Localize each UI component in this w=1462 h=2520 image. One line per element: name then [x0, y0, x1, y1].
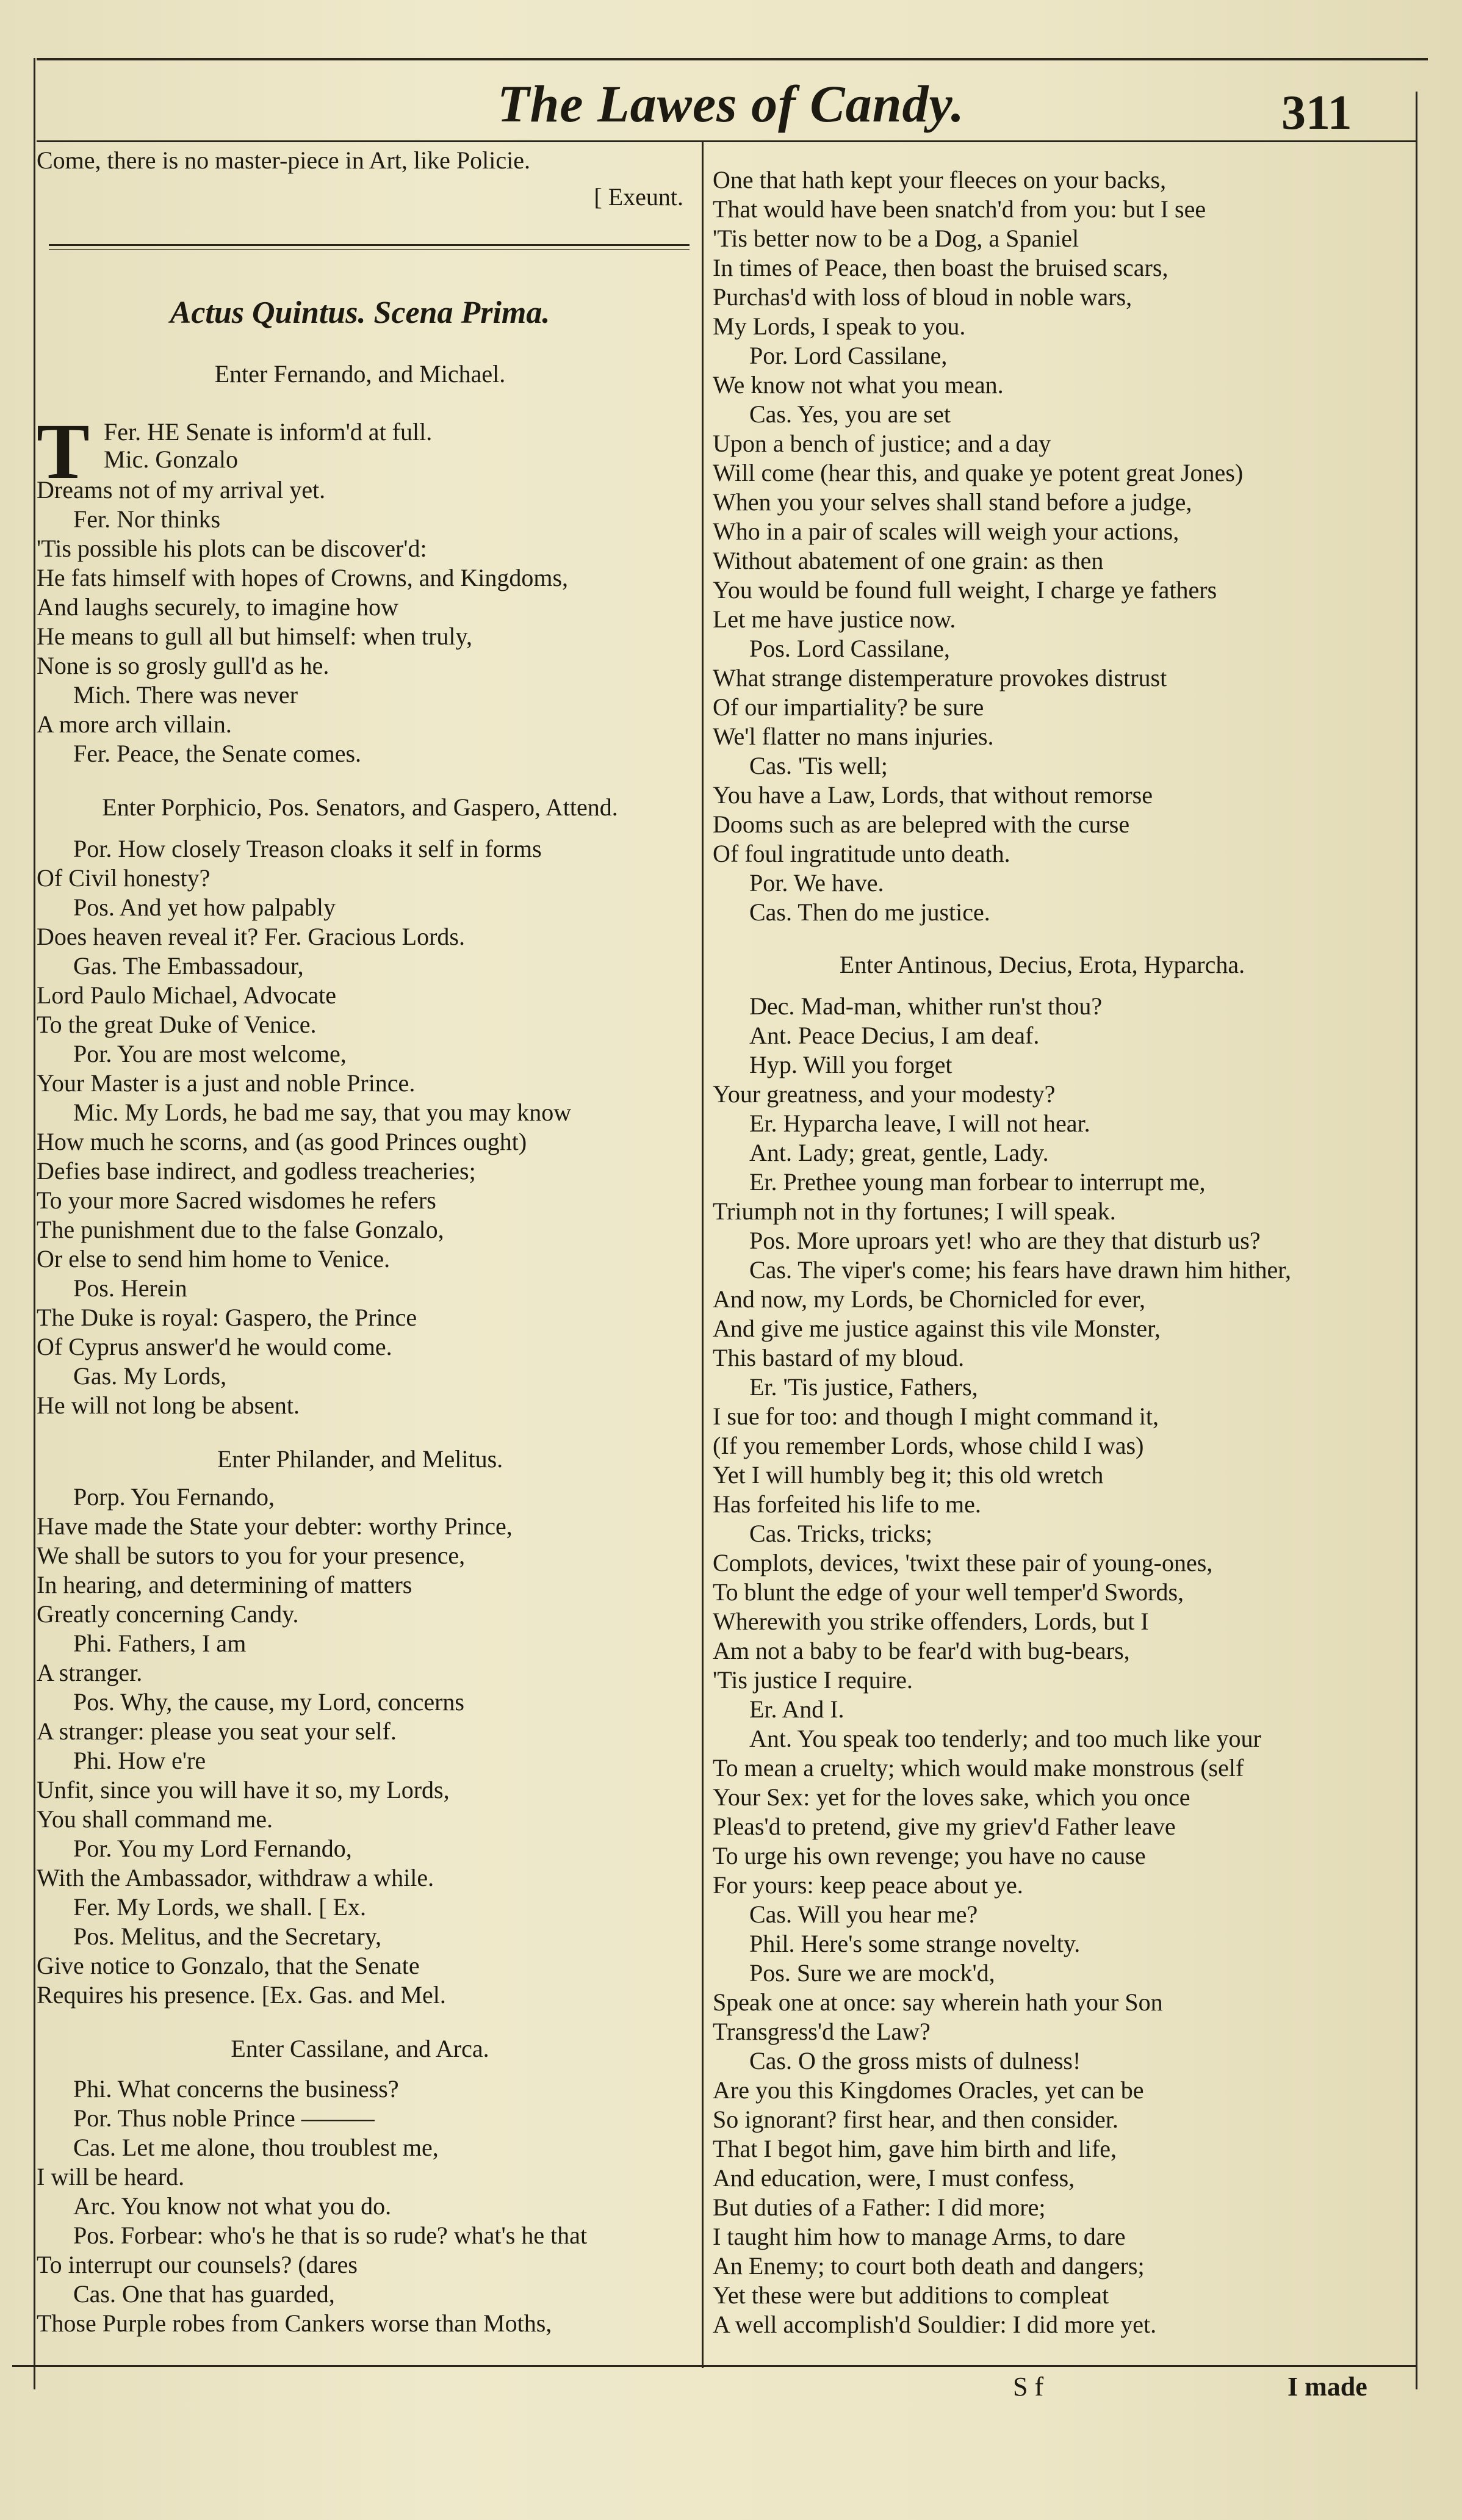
text-line: None is so grosly gull'd as he.	[37, 652, 329, 679]
text-line: Fer. Peace, the Senate comes.	[73, 740, 362, 767]
text-line: Mic. My Lords, he bad me say, that you may know	[73, 1099, 572, 1126]
text-line: That would have been snatch'd from you: but I see	[713, 195, 1206, 223]
text-line: The punishment due to the false Gonzalo,	[37, 1216, 444, 1243]
text-line: Of foul ingratitude unto death.	[713, 840, 1010, 867]
page-number: 311	[1281, 86, 1352, 140]
text-line: This bastard of my bloud.	[713, 1344, 965, 1371]
text-line: He will not long be absent.	[37, 1392, 300, 1419]
text-line: Enter Antinous, Decius, Erota, Hyparcha.	[839, 951, 1245, 978]
catchword: I made	[1287, 2372, 1367, 2402]
text-line: Purchas'd with loss of bloud in noble wars,	[713, 283, 1133, 311]
text-line: Cas. Then do me justice.	[749, 898, 990, 926]
text-line: 'Tis justice I require.	[713, 1666, 913, 1694]
text-line: Enter Porphicio, Pos. Senators, and Gaspero, Attend.	[102, 793, 618, 821]
text-line: (If you remember Lords, whose child I was)	[713, 1432, 1144, 1459]
text-line: You have a Law, Lords, that without remorse	[713, 781, 1153, 809]
text-line: Of our impartiality? be sure	[713, 693, 984, 721]
text-line: 'Tis better now to be a Dog, a Spaniel	[713, 225, 1079, 252]
text-line: We'l flatter no mans injuries.	[713, 723, 994, 750]
text-line: I will be heard.	[37, 2163, 185, 2190]
text-line: Pos. Sure we are mock'd,	[749, 1959, 995, 1987]
text-line: Have made the State your debter: worthy Prince,	[37, 1512, 513, 1540]
text-line: Dec. Mad-man, whither run'st thou?	[749, 992, 1103, 1020]
text-line: Greatly concerning Candy.	[37, 1600, 299, 1628]
text-line: Or else to send him home to Venice.	[37, 1245, 391, 1273]
text-line: I taught him how to manage Arms, to dare	[713, 2223, 1126, 2250]
text-line: One that hath kept your fleeces on your backs,	[713, 166, 1167, 193]
text-line: Mich. There was never	[73, 681, 298, 709]
text-line: Yet I will humbly beg it; this old wretch	[713, 1461, 1104, 1489]
text-line: Phi. Fathers, I am	[73, 1630, 247, 1657]
text-line: Cas. Yes, you are set	[749, 400, 951, 428]
text-line: Your Master is a just and noble Prince.	[37, 1069, 416, 1097]
text-line: Gas. My Lords,	[73, 1362, 227, 1390]
text-line: In hearing, and determining of matters	[37, 1571, 412, 1598]
bottom-rule	[12, 2365, 1416, 2367]
text-line: Without abatement of one grain: as then	[713, 547, 1104, 574]
text-line: Er. And I.	[749, 1695, 844, 1723]
text-line: Upon a bench of justice; and a day	[713, 430, 1051, 457]
text-line: Pos. Lord Cassilane,	[749, 635, 950, 662]
text-line: Pos. Herein	[73, 1274, 187, 1302]
text-line: Of Civil honesty?	[37, 864, 211, 892]
text-line: With the Ambassador, withdraw a while.	[37, 1864, 434, 1891]
text-line: He means to gull all but himself: when truly,	[37, 623, 472, 650]
text-line: Ant. Peace Decius, I am deaf.	[749, 1022, 1040, 1049]
text-line: My Lords, I speak to you.	[713, 312, 966, 340]
text-line: Er. Hyparcha leave, I will not hear.	[749, 1110, 1090, 1137]
text-line: Are you this Kingdomes Oracles, yet can be	[713, 2076, 1144, 2104]
text-line: Mic. Gonzalo	[104, 446, 238, 473]
text-line: I sue for too: and though I might command it,	[713, 1403, 1159, 1430]
text-line: How much he scorns, and (as good Princes ought)	[37, 1128, 527, 1155]
text-line: Pos. And yet how palpably	[73, 894, 336, 921]
text-line: Arc. You know not what you do.	[73, 2192, 392, 2220]
text-line: Lord Paulo Michael, Advocate	[37, 981, 336, 1009]
text-line: Porp. You Fernando,	[73, 1483, 275, 1511]
text-line: Dreams not of my arrival yet.	[37, 476, 326, 504]
text-line: Pos. Melitus, and the Secretary,	[73, 1922, 382, 1950]
text-line: Pos. More uproars yet! who are they that disturb us?	[749, 1227, 1261, 1254]
text-line: Cas. One that has guarded,	[73, 2280, 335, 2308]
text-line: You shall command me.	[37, 1805, 273, 1833]
text-line: Er. 'Tis justice, Fathers,	[749, 1373, 978, 1401]
text-line: To urge his own revenge; you have no cause	[713, 1842, 1146, 1869]
text-line: Enter Philander, and Melitus.	[217, 1445, 503, 1473]
section-divider-rule-inner	[49, 249, 690, 250]
text-line: When you your selves shall stand before a judge,	[713, 488, 1192, 516]
text-line: In times of Peace, then boast the bruised scars,	[713, 254, 1169, 281]
text-line: And give me justice against this vile Monster,	[713, 1315, 1161, 1342]
text-line: To interrupt our counsels? (dares	[37, 2251, 358, 2278]
text-line: He fats himself with hopes of Crowns, and Kingdoms,	[37, 564, 569, 591]
text-line: Does heaven reveal it? Fer. Gracious Lords.	[37, 923, 465, 950]
top-border-rule	[37, 58, 1428, 60]
text-line: A well accomplish'd Souldier: I did more yet.	[713, 2311, 1157, 2338]
text-line: Cas. 'Tis well;	[749, 752, 888, 779]
text-line: Speak one at once: say wherein hath your Son	[713, 1988, 1163, 2016]
text-line: And education, were, I must confess,	[713, 2164, 1075, 2192]
text-line: Ant. You speak too tenderly; and too much like your	[749, 1725, 1261, 1752]
text-line: Enter Fernando, and Michael.	[214, 360, 506, 388]
text-line: Let me have justice now.	[713, 605, 956, 633]
text-line: Pos. Why, the cause, my Lord, concerns	[73, 1688, 464, 1716]
text-line: Come, there is no master-piece in Art, like Policie.	[37, 146, 530, 174]
text-line: A more arch villain.	[37, 710, 232, 738]
text-line: Por. You my Lord Fernando,	[73, 1835, 352, 1862]
text-line: Will come (hear this, and quake ye potent great Jones)	[713, 459, 1244, 486]
text-line: We shall be sutors to you for your presence,	[37, 1542, 466, 1569]
header-rule	[37, 140, 1416, 142]
text-line: To blunt the edge of your well temper'd Swords,	[713, 1578, 1184, 1606]
text-line: Phi. What concerns the business?	[73, 2075, 399, 2103]
text-line: To mean a cruelty; which would make monstrous (self	[713, 1754, 1244, 1782]
text-line: Unfit, since you will have it so, my Lords,	[37, 1776, 450, 1803]
text-line: Who in a pair of scales will weigh your actions,	[713, 518, 1179, 545]
text-line: Por. You are most welcome,	[73, 1040, 347, 1067]
text-line: Dooms such as are belepred with the curse	[713, 811, 1130, 838]
text-line: Your Sex: yet for the loves sake, which you once	[713, 1783, 1190, 1811]
text-line: Phil. Here's some strange novelty.	[749, 1930, 1081, 1957]
text-line: A stranger: please you seat your self.	[37, 1717, 397, 1745]
text-line: Of Cyprus answer'd he would come.	[37, 1333, 392, 1360]
text-line: An Enemy; to court both death and dangers;	[713, 2252, 1145, 2280]
text-line: Triumph not in thy fortunes; I will speak.	[713, 1197, 1116, 1225]
left-border-rule	[34, 58, 35, 2389]
text-line: Phi. How e're	[73, 1747, 206, 1774]
text-line: Cas. Let me alone, thou troublest me,	[73, 2134, 439, 2161]
text-line: Cas. O the gross mists of dulness!	[749, 2047, 1081, 2074]
text-line: Give notice to Gonzalo, that the Senate	[37, 1952, 420, 1979]
text-line: Ant. Lady; great, gentle, Lady.	[749, 1139, 1049, 1166]
text-line: Your greatness, and your modesty?	[713, 1080, 1056, 1108]
text-line: For yours: keep peace about ye.	[713, 1871, 1023, 1899]
text-line: Por. Thus noble Prince ———	[73, 2104, 375, 2132]
running-title: The Lawes of Candy.	[497, 74, 965, 133]
section-divider-rule	[49, 244, 690, 246]
drop-capital-t: T	[37, 408, 90, 496]
text-line: Am not a baby to be fear'd with bug-bears,	[713, 1637, 1130, 1664]
text-line: Fer. Nor thinks	[73, 505, 221, 533]
text-line: Enter Cassilane, and Arca.	[231, 2035, 489, 2062]
text-line: And now, my Lords, be Chornicled for ever,	[713, 1285, 1145, 1313]
text-line: A stranger.	[37, 1659, 143, 1686]
text-line: Has forfeited his life to me.	[713, 1490, 981, 1518]
text-line: You would be found full weight, I charge ye fathers	[713, 576, 1217, 604]
text-line: Por. We have.	[749, 869, 884, 897]
signature-mark: S f	[1013, 2372, 1044, 2402]
text-line: Transgress'd the Law?	[713, 2018, 931, 2045]
text-line: Hyp. Will you forget	[749, 1051, 952, 1078]
text-line: Pos. Forbear: who's he that is so rude? what's he that	[73, 2222, 588, 2249]
text-line: Fer. My Lords, we shall. [ Ex.	[73, 1893, 366, 1921]
text-line: Cas. Tricks, tricks;	[749, 1520, 933, 1547]
text-line: Er. Prethee young man forbear to interrupt me,	[749, 1168, 1206, 1196]
right-border-rule	[1416, 92, 1417, 2389]
text-line: Actus Quintus. Scena Prima.	[170, 295, 550, 330]
text-line: Por. How closely Treason cloaks it self in forms	[73, 835, 542, 862]
text-line: Por. Lord Cassilane,	[749, 342, 948, 369]
text-line: Complots, devices, 'twixt these pair of young-ones,	[713, 1549, 1213, 1576]
text-line: But duties of a Father: I did more;	[713, 2193, 1046, 2221]
text-line: Cas. The viper's come; his fears have drawn him hither,	[749, 1256, 1291, 1283]
text-line: And laughs securely, to imagine how	[37, 593, 398, 621]
text-line: Fer. HE Senate is inform'd at full.	[104, 418, 433, 446]
text-line: 'Tis possible his plots can be discover'd:	[37, 535, 427, 562]
text-line: Yet these were but additions to compleat	[713, 2281, 1109, 2309]
text-line: Those Purple robes from Cankers worse than Moths,	[37, 2309, 552, 2337]
text-line: So ignorant? first hear, and then consider.	[713, 2106, 1118, 2133]
text-line: The Duke is royal: Gaspero, the Prince	[37, 1304, 417, 1331]
text-line: Requires his presence. [Ex. Gas. and Mel.	[37, 1981, 446, 2009]
text-line: What strange distemperature provokes distrust	[713, 664, 1167, 691]
text-line: Cas. Will you hear me?	[749, 1901, 978, 1928]
text-line: Defies base indirect, and godless treacheries;	[37, 1157, 476, 1185]
text-line: Gas. The Embassadour,	[73, 952, 304, 980]
text-line: That I begot him, gave him birth and life,	[713, 2135, 1117, 2162]
text-line: Wherewith you strike offenders, Lords, but I	[713, 1608, 1149, 1635]
text-line: We know not what you mean.	[713, 371, 1004, 399]
text-line: Pleas'd to pretend, give my griev'd Father leave	[713, 1813, 1176, 1840]
column-divider-rule	[702, 140, 704, 2368]
text-line: To the great Duke of Venice.	[37, 1011, 317, 1038]
text-line: [ Exeunt.	[594, 183, 683, 211]
text-line: To your more Sacred wisdomes he refers	[37, 1186, 436, 1214]
